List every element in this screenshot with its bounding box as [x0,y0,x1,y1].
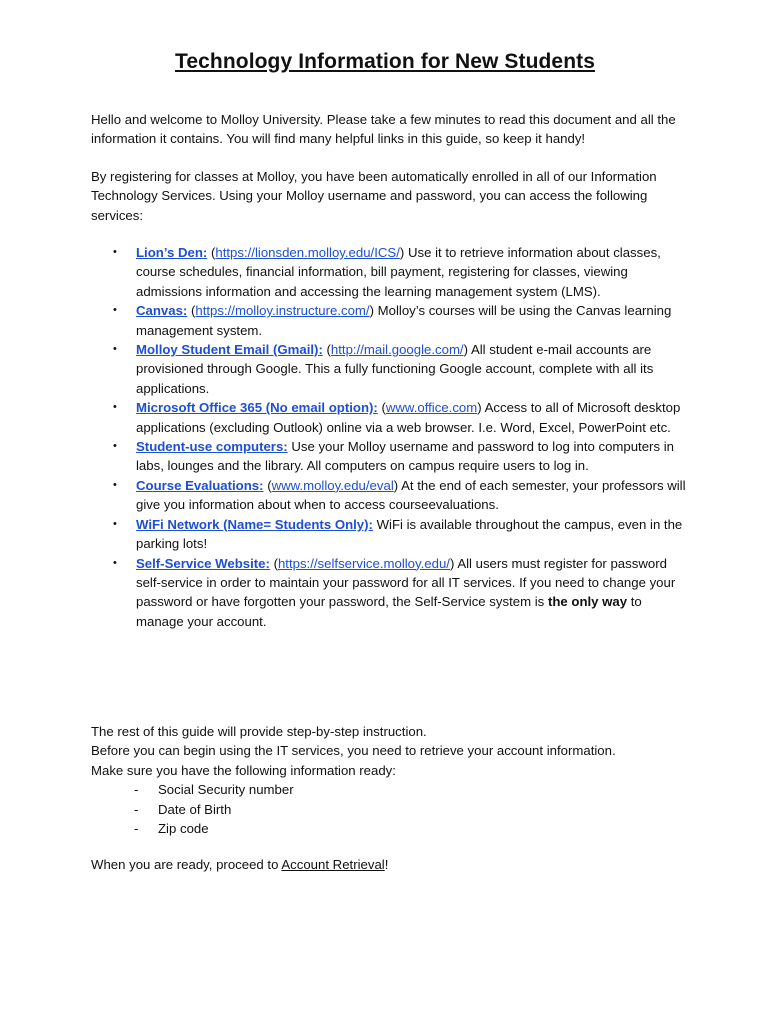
bullet-icon: • [113,343,117,356]
requirement-label: Zip code [158,821,209,837]
account-retrieval-link[interactable]: Account Retrieval [281,857,385,872]
guide-line: The rest of this guide will provide step-by-step instruction. [91,724,427,739]
requirement-item [91,819,711,838]
service-name-link[interactable]: Self-Service Website: [136,555,270,571]
page-title: Technology Information for New Students [174,50,595,73]
service-item-canvas: • Canvas: (https://molloy.instructure.com/) Molloy’s courses will be using the Canvas learning management system. [113,303,672,338]
service-description-tail: to manage your account. [136,594,642,629]
requirement-label: Date of Birth [158,801,232,817]
services-list [91,243,691,631]
service-item-student-computers [91,437,691,476]
service-name-link[interactable]: Canvas: [136,303,188,319]
intro-paragraph: Hello and welcome to Molloy University. Please take a few minutes to read this document and all the information it contains. You will find many helpful links in this guide, so keep it handy! [91,112,676,147]
final-prefix: When you are ready, proceed to [91,857,279,872]
bullet-icon: • [113,478,117,491]
dash-icon: - [134,801,139,817]
service-item-lions-den: • Lion’s Den: (https://lionsden.molloy.edu/ICS/) Use it to retrieve information about classes, course schedules, financial information, bill payment, registering for classes, viewing admissions information and accessing the learning management system (LMS). [113,245,661,299]
emphasis-text: the only way [547,594,628,610]
service-name-link[interactable]: Molloy Student Email (Gmail): [136,342,323,358]
bullet-icon: • [113,401,117,414]
service-item-office-365: • Microsoft Office 365 (No email option): (www.office.com) Access to all of Microsoft desktop applications (excluding Outlook) online via a web browser. I.e. Word, Excel, PowerPoint etc. [113,400,681,435]
bullet-icon: • [113,304,117,317]
requirements-list [91,780,711,838]
service-item-course-evaluations: • Course Evaluations: (www.molloy.edu/eval) At the end of each semester, your professors will give you information about when to access courseevaluations. [113,477,686,513]
service-description: Access to all of Microsoft desktop applications (excluding Outlook) online via a web browser. I.e. Word, Excel, PowerPoint etc. [136,400,681,435]
service-name-link[interactable]: Microsoft Office 365 (No email option): [136,400,378,416]
service-name-link[interactable]: Lion’s Den: [136,245,208,260]
bullet-icon: • [113,440,117,453]
service-description: WiFi is available throughout the campus, even in the parking lots! [136,516,683,552]
service-item-self-service: • Self-Service Website: (https://selfservice.molloy.edu/) All users must register for password self-service in order to maintain your password for all IT services. If you need to change your password or have forgotten your password, the Self-Service system is the only way to manage your account. [113,555,676,629]
service-url-link[interactable]: www.office.com [385,400,478,416]
before-line: Before you can begin using the IT services, you need to retrieve your account information. [91,743,616,759]
requirement-item [91,800,711,819]
service-description: All student e-mail accounts are provisioned through Google. This a fully functioning Google account, complete with all its applications. [136,342,654,396]
service-description: Molloy’s courses will be using the Canvas learning management system. [136,303,672,338]
service-item-wifi [91,515,691,554]
requirement-item [91,780,711,799]
ready-line: Make sure you have the following information ready: [91,762,396,778]
bullet-icon: • [113,517,117,530]
final-suffix: ! [384,857,389,872]
service-description: Use it to retrieve information about classes, course schedules, financial information, bill payment, registering for classes, viewing admissions information and accessing the learning management system (LMS). [136,245,661,299]
service-name-link[interactable]: Student-use computers: [136,439,288,455]
service-url-link[interactable]: https://molloy.instructure.com/ [195,303,370,319]
service-description: At the end of each semester, your professors will give you information about when to access courseevaluations. [136,477,686,513]
service-name-link[interactable]: WiFi Network (Name= Students Only): [136,516,373,532]
dash-icon: - [134,782,139,798]
final-line [91,855,388,874]
service-description: Use your Molloy username and password to log into computers in labs, lounges and the library. All computers on campus require users to log in. [136,439,674,474]
instructions-section [91,722,711,838]
service-url-link[interactable]: https://selfservice.molloy.edu/ [277,555,450,571]
requirement-label: Social Security number [158,782,294,798]
service-description: All users must register for password self-service in order to maintain your password for all IT services. If you need to change your password or have forgotten your password, the Self-Service system is [136,555,676,610]
dash-icon: - [134,821,139,837]
service-url-link[interactable]: https://lionsden.molloy.edu/ICS/ [215,245,400,260]
registration-paragraph: By registering for classes at Molloy, you have been automatically enrolled in all of our Information Technology Services. Using your Molloy username and password, you can access the following services: [91,169,657,223]
service-url-link[interactable]: www.molloy.edu/eval [271,477,394,493]
bullet-icon: • [113,246,117,258]
service-url-link[interactable]: http://mail.google.com/ [330,342,464,358]
service-name-link[interactable]: Course Evaluations: [136,477,264,493]
service-item-student-email: • Molloy Student Email (Gmail): (http://mail.google.com/) All student e-mail accounts are provisioned through Google. This a fully functioning Google account, complete with all its applications. [113,342,654,396]
bullet-icon: • [113,556,117,569]
